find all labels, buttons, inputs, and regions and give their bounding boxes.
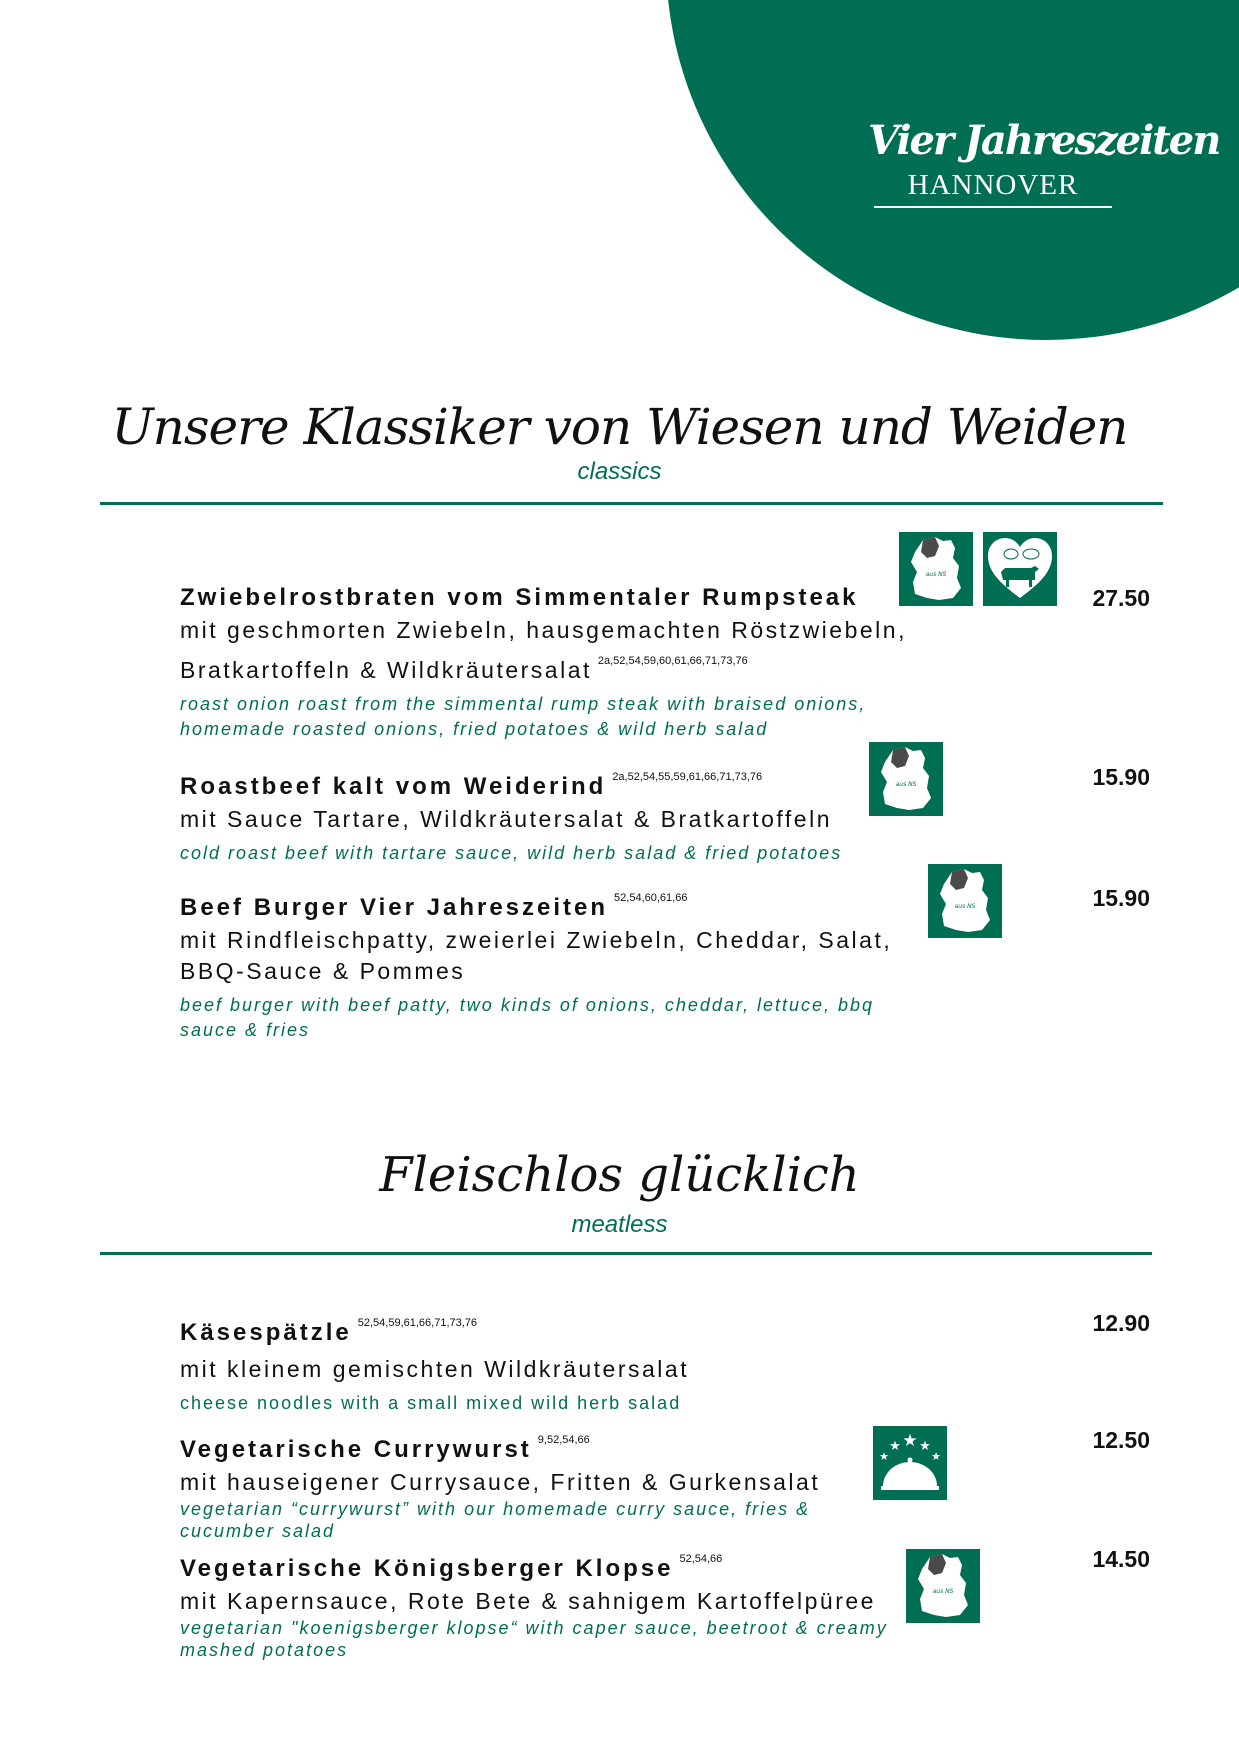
dish-description: mit Sauce Tartare, Wildkräutersalat & Bratkartoffeln [180, 806, 832, 832]
brand-logo [868, 117, 1220, 208]
menu-item [180, 1423, 870, 1542]
svg-text:★: ★ [902, 1431, 918, 1451]
allergen-codes: 52,54,59,61,66,71,73,76 [357, 1317, 478, 1329]
svg-text:aus NS: aus NS [925, 571, 947, 578]
dish-description: mit Kapernsauce, Rote Bete & sahnigem Kartoffelpüree [180, 1588, 876, 1614]
dish-name: Vegetarische Currywurst $^{9,52,54,66}$ [180, 1434, 590, 1463]
brand-script-name: Vier Jahreszeiten [868, 117, 1220, 164]
brand-underline [874, 206, 1112, 208]
regional-origin-icon [869, 742, 943, 816]
dish-english: roast onion roast from the simmental rump steak with braised onions, homemade roasted onions, fried potatoes & wild herb salad [180, 694, 867, 739]
svg-text:aus NS: aus NS [895, 781, 917, 788]
allergen-codes: 2a,52,54,55,59,61,66,71,73,76 [612, 771, 763, 783]
dish-name: Zwiebelrostbraten vom Simmentaler Rumpsteak [180, 584, 859, 611]
svg-text:★: ★ [919, 1439, 931, 1454]
menu-item [180, 1542, 900, 1661]
menu-item [180, 1306, 940, 1416]
dish-description: mit kleinem gemischten Wildkräutersalat [180, 1356, 690, 1382]
dish-price: 27.50 [1092, 585, 1150, 611]
dish-name: Beef Burger Vier Jahreszeiten $^{52,54,60,61,66}$ [180, 892, 688, 921]
section-title-classics: Unsere Klassiker von Wiesen und Weiden [111, 398, 1128, 456]
svg-text:★: ★ [879, 1450, 889, 1463]
dish-english: beef burger with beef patty, two kinds of onions, cheddar, lettuce, bbq sauce & fries [180, 995, 875, 1040]
dish-price: 15.90 [1092, 885, 1150, 911]
dish-name: Roastbeef kalt vom Weiderind $^{2a,52,54,55,59,61,66,71,73,76}$ [180, 771, 763, 800]
section-divider [100, 1252, 1152, 1255]
dish-english: vegetarian “currywurst” with our homemade curry sauce, fries & cucumber salad [180, 1499, 811, 1541]
svg-text:★: ★ [931, 1450, 941, 1463]
dish-english: cheese noodles with a small mixed wild herb salad [180, 1393, 682, 1413]
dish-price: 15.90 [1092, 764, 1150, 790]
menu-item [180, 881, 920, 1043]
section-subtitle-meatless: meatless [571, 1211, 668, 1238]
regional-origin-icon [928, 864, 1002, 938]
dish-description: mit hauseigener Currysauce, Fritten & Gurkensalat [180, 1469, 821, 1495]
section-subtitle-classics: classics [577, 458, 662, 485]
svg-text:★: ★ [889, 1439, 901, 1454]
regional-origin-icon [906, 1549, 980, 1623]
dish-english: vegetarian "koenigsberger klopse“ with caper sauce, beetroot & creamy mashed potatoes [180, 1618, 888, 1660]
dish-price: 12.90 [1092, 1310, 1150, 1336]
svg-text:aus NS: aus NS [954, 903, 976, 910]
dish-description: mit Rindfleischpatty, zweierlei Zwiebeln, Cheddar, Salat, BBQ-Sauce & Pommes [180, 927, 893, 984]
dish-description: mit geschmorten Zwiebeln, hausgemachten Röstzwiebeln, Bratkartoffeln & Wildkräutersalat $^{2a,52,54,59,60,61,66,71,73,76}$ [180, 617, 907, 683]
dish-name: Käsespätzle $^{52,54,59,61,66,71,73,76}$ [180, 1317, 478, 1346]
house-specialty-cloche-icon [873, 1426, 947, 1500]
svg-text:aus NS: aus NS [932, 1588, 954, 1595]
dish-english: cold roast beef with tartare sauce, wild herb salad & fried potatoes [180, 843, 843, 863]
section-title-meatless: Fleischlos glücklich [379, 1147, 860, 1203]
allergen-codes: 2a,52,54,59,60,61,66,71,73,76 [597, 655, 748, 667]
dish-price: 12.50 [1092, 1427, 1150, 1453]
menu-item [180, 760, 940, 866]
brand-city: HANNOVER [907, 169, 1079, 201]
menu-item [180, 581, 940, 742]
dish-price: 14.50 [1092, 1546, 1150, 1572]
allergen-codes: 52,54,66 [679, 1553, 723, 1565]
allergen-codes: 9,52,54,66 [537, 1434, 590, 1446]
allergen-codes: 52,54,60,61,66 [614, 892, 688, 904]
section-divider [100, 502, 1163, 505]
animal-welfare-heart-icon [983, 532, 1057, 606]
regional-origin-icon [899, 532, 973, 606]
dish-name: Vegetarische Königsberger Klopse $^{52,54,66}$ [180, 1553, 723, 1582]
